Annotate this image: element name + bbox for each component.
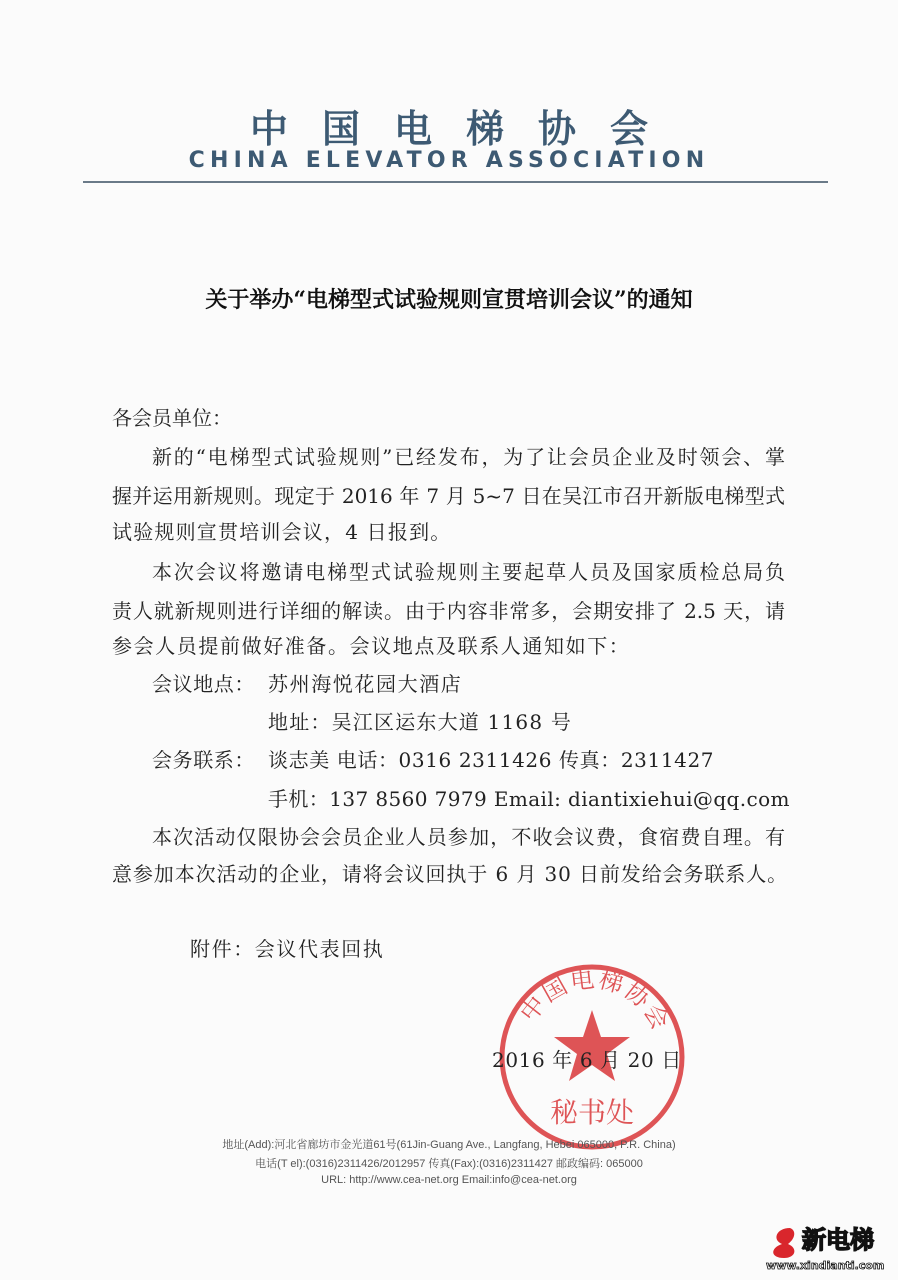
contact-info: 谈志美 电话：0316 2311426 传真：2311427 [268, 748, 715, 772]
watermark-name: 新电梯 [802, 1226, 874, 1254]
venue-label: 会议地点： [152, 672, 255, 696]
watermark [760, 1226, 896, 1276]
seal-bottom-text: 秘书处 [549, 1096, 635, 1129]
org-name-cn: 中国电梯协会 [249, 107, 682, 151]
footer-web: URL: http://www.cea-net.org Email:info@cea-net.org [321, 1174, 577, 1186]
venue: 苏州海悦花园大酒店 [268, 672, 463, 696]
footer-phone: 电话(T el):(0316)2311426/2012957 传真(Fax):(0316)2311427 邮政编码: 065000 [255, 1158, 643, 1170]
watermark-url: www.xindianti.com [766, 1259, 885, 1272]
footer-address: 地址(Add):河北省廊坊市金光道61号(61Jin-Guang Ave., Langfang, Hebei 065000, P.R. China) [222, 1139, 676, 1151]
venue-address: 地址：吴江区运东大道 1168 号 [268, 710, 573, 734]
paragraph-line: 握并运用新规则。现定于 2016 年 7 月 5~7 日在吴江市召开新版电梯型式 [112, 484, 785, 508]
paragraph-line: 责人就新规则进行详细的解读。由于内容非常多，会期安排了 2.5 天，请 [112, 599, 785, 623]
paragraph-line: 参会人员提前做好准备。会议地点及联系人通知如下： [112, 634, 631, 658]
paragraph-line: 本次会议将邀请电梯型式试验规则主要起草人员及国家质检总局负 [152, 560, 785, 584]
mobile-email: 手机：137 8560 7979 Email: diantixiehui@qq.com [268, 787, 790, 811]
header-divider [83, 181, 828, 183]
paragraph-line: 本次活动仅限协会会员企业人员参加，不收会议费，食宿费自理。有 [152, 825, 785, 849]
org-name-en: CHINA ELEVATOR ASSOCIATION [188, 148, 710, 173]
paragraph-line: 意参加本次活动的企业，请将会议回执于 6 月 30 日前发给会务联系人。 [112, 862, 789, 886]
issue-date: 2016 年 6 月 20 日 [492, 1048, 682, 1072]
contact-label: 会务联系： [152, 748, 255, 772]
salutation: 各会员单位： [112, 406, 232, 430]
watermark-logo-icon [766, 1226, 802, 1260]
seal-top-text: 中国电梯协会 [514, 964, 676, 1036]
paragraph-line: 试验规则宣贯培训会议，4 日报到。 [112, 520, 452, 544]
paragraph-line: 新的“电梯型式试验规则”已经发布，为了让会员企业及时领会、掌 [152, 445, 785, 469]
attachment: 附件：会议代表回执 [190, 937, 385, 961]
notice-title: 关于举办“电梯型式试验规则宣贯培训会议”的通知 [205, 287, 693, 313]
